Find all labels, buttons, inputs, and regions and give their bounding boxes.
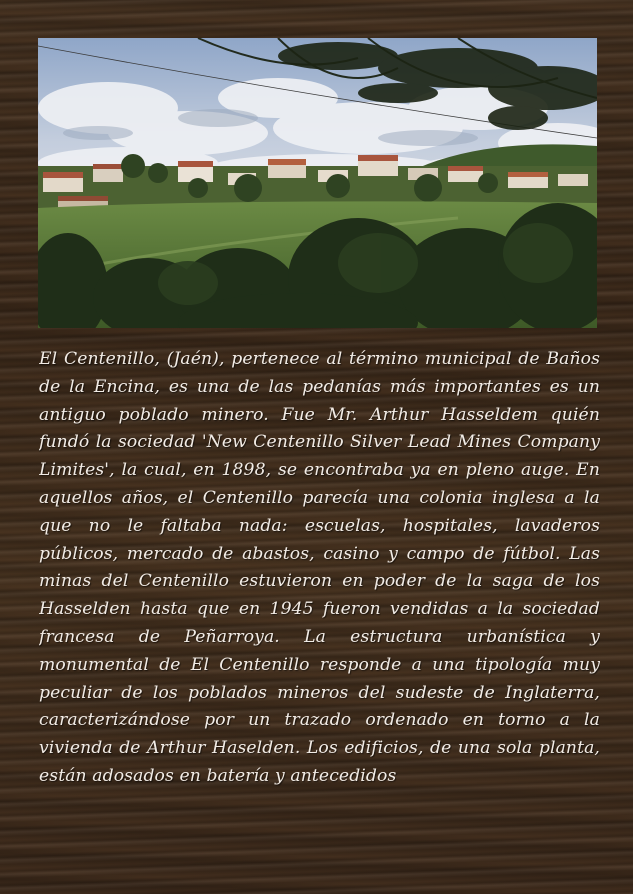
landscape-photo [38,38,597,328]
landscape-photo-icon [38,38,597,328]
article-paragraph: El Centenillo, (Jaén), pertenece al término municipal de Baños de la Encina, es una de las pedanías más importantes es un antiguo poblado minero. Fue Mr. Arthur Hasseldem quién fundó la sociedad 'New Centenillo Silver Lead Mines Company Limites', la cual, en 1898, se encontraba ya en pleno auge. En aquellos años, el Centenillo parecía una colonia inglesa a la que no le faltaba nada: escuelas, hospitales, lavaderos públicos, mercado de abastos, casino y campo de fútbol. Las minas del Centenillo estuvieron en poder de la saga de los Hasselden hasta que en 1945 fueron vendidas a la sociedad francesa de Peñarroya. La estructura urbanística y monumental de El Centenillo responde a una tipología muy peculiar de los poblados mineros del sudeste de Inglaterra, caracterizándose por un trazado ordenado en torno a la vivienda de Arthur Haselden. Los edificios, de una sola planta, están adosados en batería y antecedidos [39,349,600,786]
article-text-block [39,346,600,846]
